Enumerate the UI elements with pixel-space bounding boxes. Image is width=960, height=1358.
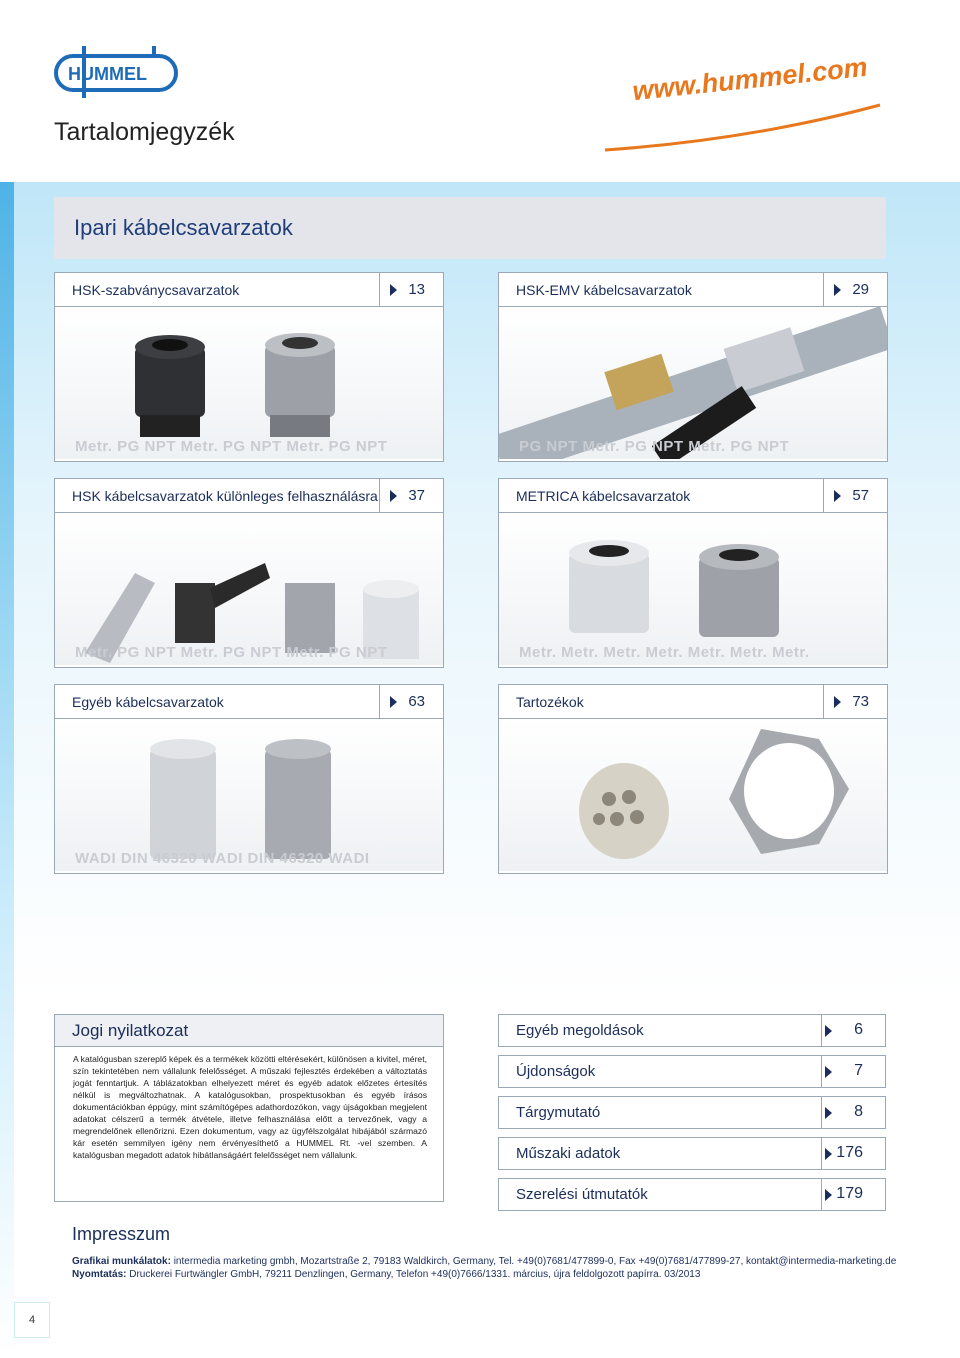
divider [823,685,824,718]
legal-text: A katalógusban szereplő képek és a termékek közötti eltérésekért, különösen a kivitel, méret, szín tekintetében nem vállalunk felelősséget. A műszaki fejlesztés érdekében a változtatás jogát fenntartjuk. A táblázatokban elhelyezett méret és egyéb adatok előzetes értesítés nélkül is megváltozhatnak. A katalógusokban, prospektusokban és egyéb írásos dokumentációkban éppúgy, mint számítógépes adathordozókon, vagy újságokban megjelent adatokat célszerű a termék átvétele, illetve felhasználása előtt a tervezőnek, vagy a megrendelőnek ellenőrizni. Ezen dokumentum, vagy az ügyfélszolgálat hibájából származó kár esetén semmilyen igény nem érvényesíthető a HUMMEL Rt. -vel szemben. A katalógusban megadott adatok hibátlanságáért felelősséget nem vállalunk. [73,1054,427,1160]
product-image [499,719,887,871]
website-link[interactable]: www.hummel.com [631,51,869,107]
thread-type-tags: WADI DIN 46320 WADI DIN 46320 WADI [75,850,370,867]
section-title: Ipari kábelcsavarzatok [74,215,293,240]
solution-title: Szerelési útmutatók [516,1186,648,1203]
page-number: 4 [14,1302,50,1338]
cable-gland-image [55,307,443,459]
panel-metrica[interactable] [498,478,888,668]
panel-hsk-special[interactable] [54,478,444,668]
arrow-right-icon [834,284,841,296]
solution-title: Műszaki adatok [516,1145,621,1162]
legal-title: Jogi nyilatkozat [72,1021,189,1040]
panel-header[interactable] [55,479,443,513]
solutions-list [498,1014,886,1219]
logo-text: HUMMEL [68,64,147,84]
panel-header[interactable] [499,273,887,307]
arrow-right-icon [825,1148,832,1160]
accessories-image [499,719,887,871]
panel-header[interactable] [499,685,887,719]
panel-header[interactable] [499,479,887,513]
panel-title: HSK-EMV kábelcsavarzatok [516,282,692,298]
thread-type-tags: Metr. Metr. Metr. Metr. Metr. Metr. Metr. [519,644,810,661]
divider [379,685,380,718]
divider [821,1179,822,1210]
divider [821,1138,822,1169]
solution-item[interactable] [498,1178,886,1211]
arrow-right-icon [825,1025,832,1037]
panel-title: METRICA kábelcsavarzatok [516,488,691,504]
legal-notice-box [54,1014,444,1202]
panel-page: 63 [408,693,425,710]
metrica-gland-image [499,513,887,665]
arrow-right-icon [834,696,841,708]
panel-page: 37 [408,487,425,504]
arrow-right-icon [390,284,397,296]
special-gland-image [55,513,443,665]
solution-page: 8 [854,1103,863,1120]
product-image [499,307,887,459]
divider [821,1015,822,1046]
solution-title: Tárgymutató [516,1104,601,1121]
solution-item[interactable] [498,1137,886,1170]
arrow-right-icon [825,1189,832,1201]
divider [379,479,380,512]
panel-page: 73 [852,693,869,710]
wadi-gland-image [55,719,443,871]
arrow-right-icon [834,490,841,502]
panel-accessories[interactable] [498,684,888,874]
product-image [499,513,887,665]
panel-header[interactable] [55,273,443,307]
solution-item[interactable] [498,1014,886,1047]
arrow-right-icon [825,1066,832,1078]
swoosh-decoration [600,95,890,155]
left-color-strip [0,182,14,1358]
legal-header [55,1015,443,1047]
solution-item[interactable] [498,1055,886,1088]
divider [823,479,824,512]
panel-title: Tartozékok [516,694,584,710]
panel-page: 57 [852,487,869,504]
thread-type-tags: PG NPT Metr. PG NPT Metr. PG NPT [519,438,790,455]
panel-other-glands[interactable] [54,684,444,874]
emv-gland-image [499,307,887,459]
impressum-label: Grafikai munkálatok: [72,1256,171,1267]
panel-title: HSK kábelcsavarzatok különleges felhasználásra [72,488,378,504]
page-header [0,0,960,182]
thread-type-tags: Metr. PG NPT Metr. PG NPT Metr. PG NPT [75,644,388,661]
solution-page: 176 [836,1144,863,1161]
panel-page: 13 [408,281,425,298]
section-bar [54,197,886,259]
solution-page: 179 [836,1185,863,1202]
panel-title: HSK-szabványcsavarzatok [72,282,240,298]
divider [821,1097,822,1128]
solution-title: Egyéb megoldások [516,1022,644,1039]
solution-page: 6 [854,1021,863,1038]
panel-header[interactable] [55,685,443,719]
panel-hsk-emv[interactable] [498,272,888,462]
arrow-right-icon [825,1107,832,1119]
panel-hsk-standard[interactable] [54,272,444,462]
product-image [55,307,443,459]
product-image [55,719,443,871]
page-title: Tartalomjegyzék [54,118,235,146]
solution-title: Újdonságok [516,1063,596,1080]
arrow-right-icon [390,696,397,708]
hummel-logo [54,42,184,102]
divider [823,273,824,306]
impressum-text: intermedia marketing gmbh, Mozartstraße 2, 79183 Waldkirch, Germany, Tel. +49(0)7681/477899-0, Fax +49(0)7681/477899-27, kontakt@intermedia-marketing.de [170,1256,897,1267]
solution-item[interactable] [498,1096,886,1129]
impressum-text: Druckerei Furtwängler GmbH, 79211 Denzlingen, Germany, Telefon +49(0)7666/1331. március, újra feldolgozott papírra. 03/2013 [126,1269,701,1280]
impressum-graphics-line [72,1256,896,1267]
divider [379,273,380,306]
solution-page: 7 [854,1062,863,1079]
panel-title: Egyéb kábelcsavarzatok [72,694,224,710]
panel-page: 29 [852,281,869,298]
impressum-title: Impresszum [72,1224,171,1244]
impressum-print-line [72,1269,700,1280]
arrow-right-icon [390,490,397,502]
divider [821,1056,822,1087]
product-image [55,513,443,665]
thread-type-tags: Metr. PG NPT Metr. PG NPT Metr. PG NPT [75,438,388,455]
impressum-label: Nyomtatás: [72,1269,127,1280]
